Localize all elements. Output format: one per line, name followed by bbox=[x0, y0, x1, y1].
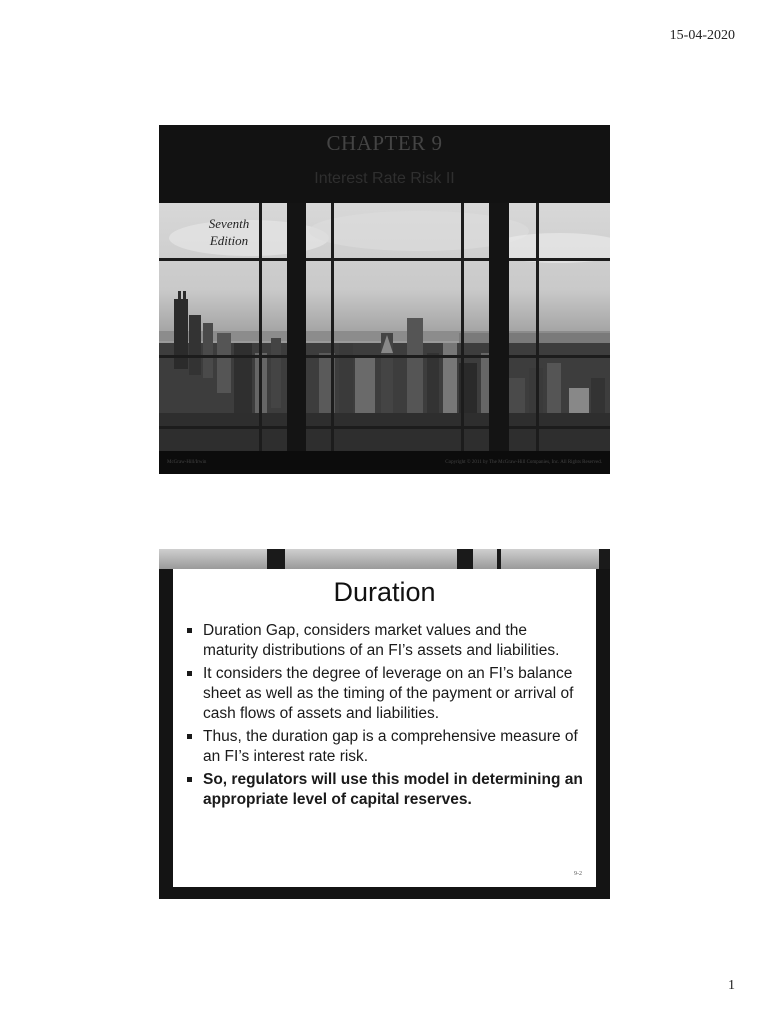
slide-duration bbox=[159, 549, 610, 899]
chapter-subtitle: Interest Rate Risk II bbox=[314, 170, 455, 187]
bullet-list bbox=[185, 621, 585, 813]
city-window-photo bbox=[159, 203, 610, 451]
slide-footer bbox=[159, 451, 610, 474]
chapter-title: CHAPTER 9 bbox=[326, 131, 443, 155]
slide-chapter-title bbox=[159, 125, 610, 474]
bullet-item: It considers the degree of leverage on an FI’s balance sheet as well as the timing of the payment or arrival of cash flows of assets and liabilities. bbox=[185, 664, 585, 724]
slide-title: Duration bbox=[333, 577, 436, 607]
publisher-label: McGraw-Hill/Irwin bbox=[167, 460, 207, 465]
slide-header-strip bbox=[159, 549, 610, 569]
edition-label bbox=[199, 215, 259, 249]
page-number: 1 bbox=[728, 978, 735, 993]
bullet-item: Thus, the duration gap is a comprehensive measure of an FI’s interest rate risk. bbox=[185, 727, 585, 767]
bullet-item: So, regulators will use this model in determining an appropriate level of capital reserves. bbox=[185, 770, 585, 810]
bullet-item: Duration Gap, considers market values and the maturity distributions of an FI’s assets and liabilities. bbox=[185, 621, 585, 661]
slide-content-panel bbox=[173, 569, 596, 887]
edition-line-2: Edition bbox=[209, 233, 249, 248]
copyright-label: Copyright © 2011 by The McGraw-Hill Companies, Inc. All Rights Reserved. bbox=[445, 460, 602, 465]
page-date: 15-04-2020 bbox=[669, 28, 735, 43]
slide-number: 9-2 bbox=[574, 871, 582, 877]
edition-line-1: Seventh bbox=[208, 216, 250, 231]
